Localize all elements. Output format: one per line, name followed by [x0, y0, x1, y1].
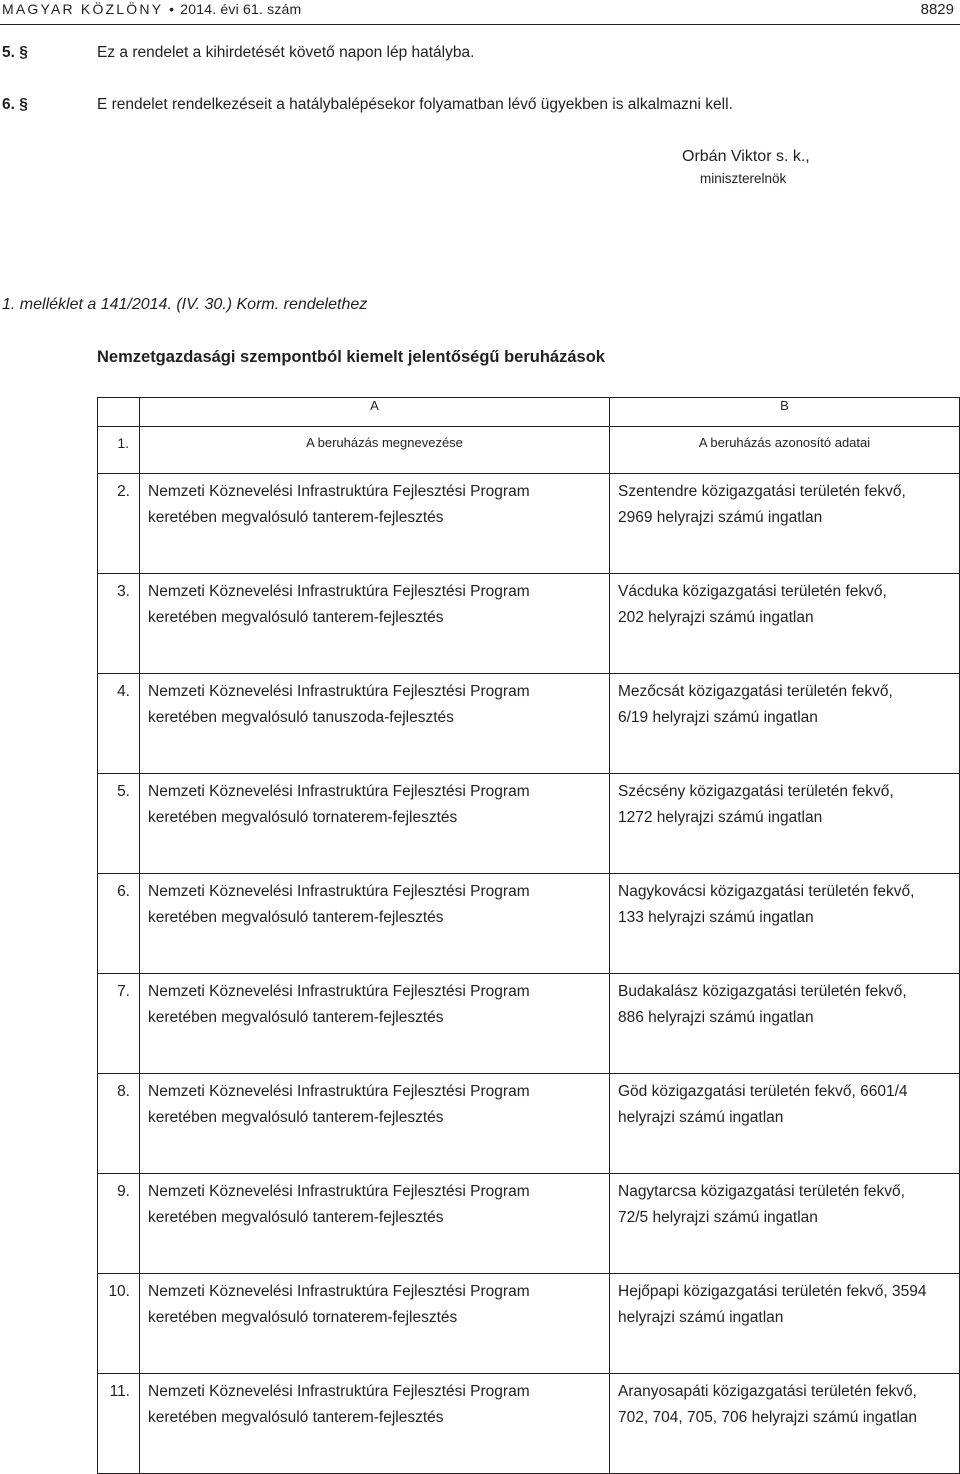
investment-identifier-line: Göd közigazgatási területén fekvő, 6601/4 [618, 1083, 908, 1100]
investment-identifier-line: helyrajzi számú ingatlan [618, 1309, 784, 1326]
investment-name [140, 1074, 610, 1174]
investment-identifier-line: 202 helyrajzi számú ingatlan [618, 609, 814, 626]
investment-identifier-line: Szécsény közigazgatási területén fekvő, [618, 783, 894, 800]
row-number [98, 1274, 140, 1374]
row-number-line: 3. [117, 583, 130, 600]
row-number: 1. [98, 427, 140, 474]
investment-name-line: keretében megvalósuló tornaterem-fejlesztés [148, 1309, 458, 1326]
annex-label: 1. melléklet a 141/2014. (IV. 30.) Korm. rendelethez [2, 296, 368, 313]
row-number [98, 474, 140, 574]
investment-name-line: Nemzeti Köznevelési Infrastruktúra Fejlesztési Program [148, 1183, 530, 1200]
investment-identifier-line: 702, 704, 705, 706 helyrajzi számú ingatlan [618, 1409, 918, 1426]
table-row [98, 1074, 960, 1174]
investment-identifier-line: 2969 helyrajzi számú ingatlan [618, 509, 823, 526]
row-number-line: 6. [117, 883, 130, 900]
investment-name-line: Nemzeti Köznevelési Infrastruktúra Fejlesztési Program [148, 1383, 530, 1400]
investment-name [140, 574, 610, 674]
investment-table [97, 397, 960, 1474]
annex-title: Nemzetgazdasági szempontból kiemelt jelentőségű beruházások [97, 348, 605, 366]
header-row [98, 427, 960, 474]
row-number [98, 874, 140, 974]
investment-identifier [610, 474, 960, 574]
investment-name-line: Nemzeti Köznevelési Infrastruktúra Fejlesztési Program [148, 1283, 530, 1300]
signatory-title: miniszterelnök [700, 171, 787, 186]
investment-name-line: keretében megvalósuló tanterem-fejlesztés [148, 1009, 444, 1026]
table-row [98, 974, 960, 1074]
investment-identifier-line: Nagykovácsi közigazgatási területén fekvő, [618, 883, 915, 900]
investment-name [140, 1274, 610, 1374]
investment-name-line: keretében megvalósuló tanterem-fejlesztés [148, 1409, 444, 1426]
investment-name-line: Nemzeti Köznevelési Infrastruktúra Fejlesztési Program [148, 483, 530, 500]
row-number [98, 974, 140, 1074]
investment-identifier-line: Vácduka közigazgatási területén fekvő, [618, 583, 887, 600]
investment-identifier-line: 6/19 helyrajzi számú ingatlan [618, 709, 818, 726]
investment-name-line: Nemzeti Köznevelési Infrastruktúra Fejlesztési Program [148, 1083, 530, 1100]
investment-identifier [610, 674, 960, 774]
row-number-line: 8. [117, 1083, 130, 1100]
investment-identifier-line: 72/5 helyrajzi számú ingatlan [618, 1209, 818, 1226]
row-number [98, 774, 140, 874]
investment-identifier [610, 574, 960, 674]
investment-identifier-line: Szentendre közigazgatási területén fekvő, [618, 483, 906, 500]
investment-identifier-line: Aranyosapáti közigazgatási területén fekvő, [618, 1383, 917, 1400]
column-letter-b: B [610, 398, 960, 427]
investment-identifier-line: helyrajzi számú ingatlan [618, 1109, 784, 1126]
row-number [98, 574, 140, 674]
row-number-line: 7. [117, 983, 130, 1000]
table-row [98, 574, 960, 674]
row-number-line: 4. [117, 683, 130, 700]
investment-identifier [610, 1074, 960, 1174]
investment-name-line: keretében megvalósuló tornaterem-fejlesztés [148, 809, 458, 826]
row-number [98, 1174, 140, 1274]
investment-identifier [610, 1274, 960, 1374]
table-row [98, 674, 960, 774]
investment-identifier [610, 874, 960, 974]
investment-name [140, 474, 610, 574]
investment-name-line: keretében megvalósuló tanterem-fejlesztés [148, 609, 444, 626]
investment-identifier-line: Nagytarcsa közigazgatási területén fekvő, [618, 1183, 905, 1200]
investment-name [140, 674, 610, 774]
table-row [98, 1274, 960, 1374]
investment-name [140, 1374, 610, 1474]
investment-identifier-line: Budakalász közigazgatási területén fekvő, [618, 983, 907, 1000]
signatory-name: Orbán Viktor s. k., [682, 148, 810, 165]
investment-name-line: Nemzeti Köznevelési Infrastruktúra Fejlesztési Program [148, 683, 530, 700]
row-number [98, 1374, 140, 1474]
row-number [98, 674, 140, 774]
table-row [98, 474, 960, 574]
investment-identifier-line: 133 helyrajzi számú ingatlan [618, 909, 814, 926]
table-row [98, 874, 960, 974]
paragraph-text: Ez a rendelet a kihirdetését követő napon lép hatályba. [97, 44, 475, 61]
investment-name [140, 974, 610, 1074]
investment-identifier [610, 1374, 960, 1474]
header-rule [0, 24, 960, 25]
running-header [2, 1, 301, 17]
column-letter-a: A [140, 398, 610, 427]
row-number-line: 9. [117, 1183, 130, 1200]
investment-identifier [610, 774, 960, 874]
investment-identifier-line: 886 helyrajzi számú ingatlan [618, 1009, 814, 1026]
row-number-line: 11. [109, 1383, 130, 1400]
investment-name [140, 874, 610, 974]
investment-name-line: Nemzeti Köznevelési Infrastruktúra Fejlesztési Program [148, 883, 530, 900]
header-bullet: • [169, 1, 175, 17]
investment-name [140, 774, 610, 874]
investment-identifier-line: 1272 helyrajzi számú ingatlan [618, 809, 823, 826]
investment-identifier-line: Mezőcsát közigazgatási területén fekvő, [618, 683, 893, 700]
investment-name-line: keretében megvalósuló tanterem-fejlesztés [148, 509, 444, 526]
column-header-name: A beruházás megnevezése [140, 427, 610, 474]
investment-name-line: Nemzeti Köznevelési Infrastruktúra Fejlesztési Program [148, 583, 530, 600]
table-row [98, 1374, 960, 1474]
issue-label: 2014. évi 61. szám [180, 1, 302, 17]
investment-name [140, 1174, 610, 1274]
investment-identifier [610, 974, 960, 1074]
table-row [98, 774, 960, 874]
paragraph-text: E rendelet rendelkezéseit a hatálybalépésekor folyamatban lévő ügyekben is alkalmazni kell. [97, 96, 733, 113]
investment-name-line: Nemzeti Köznevelési Infrastruktúra Fejlesztési Program [148, 983, 530, 1000]
column-header-id: A beruházás azonosító adatai [610, 427, 960, 474]
column-letter-row [98, 398, 960, 427]
paragraph-number: 6. § [2, 96, 28, 113]
investment-name-line: keretében megvalósuló tanuszoda-fejlesztés [148, 709, 454, 726]
paragraph-number: 5. § [2, 44, 28, 61]
empty-corner-cell [98, 398, 140, 427]
row-number-line: 5. [117, 783, 130, 800]
investment-name-line: keretében megvalósuló tanterem-fejlesztés [148, 909, 444, 926]
row-number [98, 1074, 140, 1174]
investment-name-line: Nemzeti Köznevelési Infrastruktúra Fejlesztési Program [148, 783, 530, 800]
page-number: 8829 [920, 1, 954, 18]
row-number-line: 10. [108, 1283, 130, 1300]
investment-name-line: keretében megvalósuló tanterem-fejlesztés [148, 1109, 444, 1126]
investment-name-line: keretében megvalósuló tanterem-fejlesztés [148, 1209, 444, 1226]
investment-identifier [610, 1174, 960, 1274]
table-row [98, 1174, 960, 1274]
investment-identifier-line: Hejőpapi közigazgatási területén fekvő, 3594 [618, 1283, 927, 1300]
journal-name: MAGYAR KÖZLÖNY [2, 1, 163, 17]
row-number-line: 2. [117, 483, 130, 500]
